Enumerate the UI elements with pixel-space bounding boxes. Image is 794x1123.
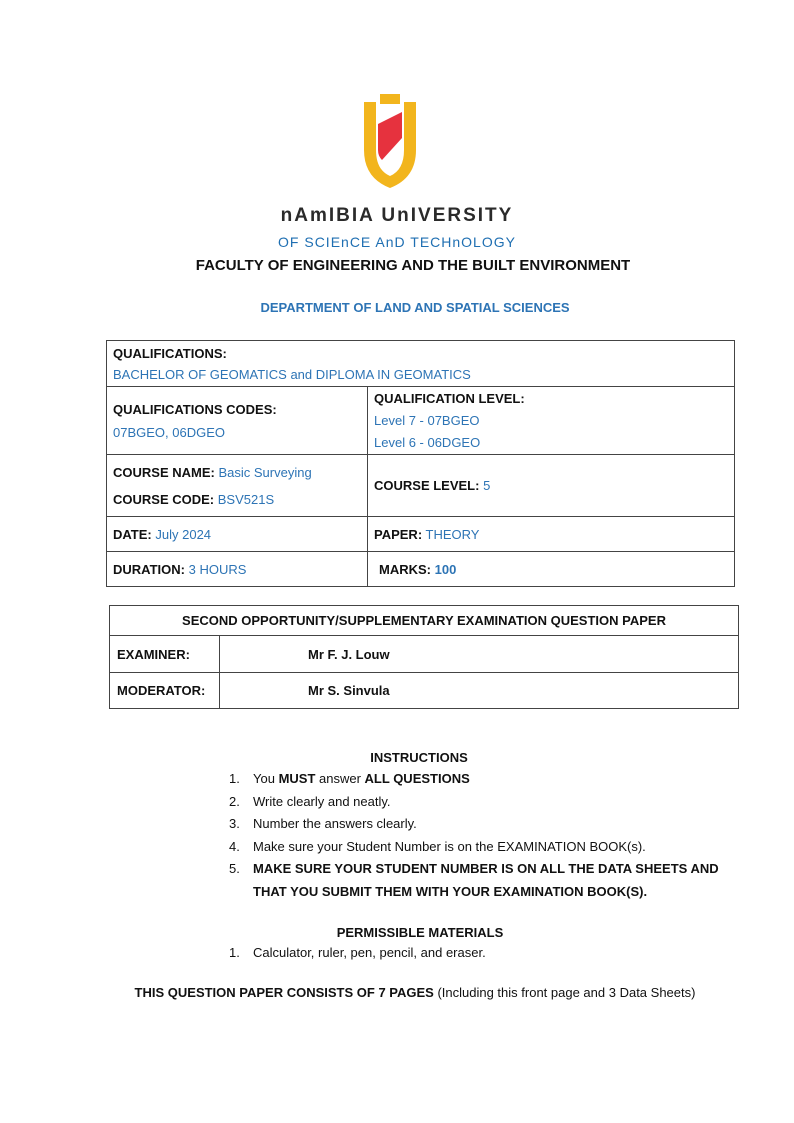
course-level-cell (368, 455, 735, 517)
marks-cell (368, 552, 735, 587)
item-text: Calculator, ruler, pen, pencil, and eraser. (253, 945, 486, 960)
faculty-name: FACULTY OF ENGINEERING AND THE BUILT ENVIRONMENT (195, 257, 631, 274)
item-text: Write clearly and neatly. (253, 793, 391, 809)
instructions-heading: INSTRUCTIONS (370, 750, 468, 765)
item-number: 3. (229, 816, 240, 831)
item-text: You MUST answer ALL QUESTIONS (253, 771, 470, 786)
item-text: MAKE SURE YOUR STUDENT NUMBER IS ON ALL THE DATA SHEETS AND THAT YOU SUBMIT THEM WITH YOUR EXAMINATION BOOK(S). (253, 861, 719, 899)
moderator-label: MODERATOR: (110, 673, 220, 709)
level-line: Level 6 - 06DGEO (374, 434, 481, 450)
marks-value: 100 (434, 561, 457, 577)
course-level-label: COURSE LEVEL: (374, 478, 480, 493)
list-item (229, 858, 749, 903)
date-cell (107, 517, 368, 552)
item-number: 1. (229, 945, 240, 960)
course-code-label: COURSE CODE: (113, 491, 215, 507)
university-subtitle: OF SCIEnCE AnD TECHnOLOGY (278, 234, 516, 250)
course-level-value: 5 (483, 478, 491, 493)
list-item (229, 942, 749, 965)
date-label: DATE: (113, 526, 152, 542)
examiner-value: Mr F. J. Louw (220, 636, 739, 673)
item-number: 4. (229, 838, 240, 854)
university-name: nAmIBIA UnIVERSITY (280, 205, 514, 226)
level-line: Level 7 - 07BGEO (374, 412, 480, 428)
course-info-table (106, 340, 735, 587)
course-code-value: BSV521S (217, 491, 275, 507)
materials-list (229, 942, 749, 965)
qualification-level-cell (368, 387, 735, 455)
item-text: Number the answers clearly. (253, 816, 417, 831)
university-logo (360, 94, 420, 190)
qualifications-value: BACHELOR OF GEOMATICS and DIPLOMA IN GEOMATICS (113, 366, 471, 382)
item-number: 2. (229, 793, 240, 809)
exam-table (109, 605, 739, 709)
materials-heading: PERMISSIBLE MATERIALS (336, 925, 504, 940)
duration-cell (107, 552, 368, 587)
department-name: DEPARTMENT OF LAND AND SPATIAL SCIENCES (260, 300, 570, 315)
paper-value: THEORY (425, 526, 480, 542)
date-value: July 2024 (155, 526, 212, 542)
course-name-cell (107, 455, 368, 517)
item-number: 1. (229, 771, 240, 786)
level-label: QUALIFICATION LEVEL: (374, 390, 525, 406)
qualifications-label: QUALIFICATIONS: (113, 345, 227, 361)
course-name-label: COURSE NAME: (113, 464, 215, 480)
moderator-value: Mr S. Sinvula (220, 673, 739, 709)
examiner-label: EXAMINER: (110, 636, 220, 673)
list-item (229, 836, 749, 859)
list-item (229, 813, 749, 836)
instructions-list (229, 768, 749, 903)
course-name-value: Basic Surveying (218, 464, 312, 480)
page-count-note (0, 985, 794, 1000)
qualification-codes-cell (107, 387, 368, 455)
qualifications-cell (107, 341, 735, 387)
paper-cell (368, 517, 735, 552)
duration-value: 3 HOURS (188, 561, 247, 577)
codes-value: 07BGEO, 06DGEO (113, 424, 225, 440)
list-item (229, 768, 749, 791)
paper-label: PAPER: (374, 526, 423, 542)
page-count-detail: (Including this front page and 3 Data Sheets) (433, 985, 696, 1000)
codes-label: QUALIFICATIONS CODES: (113, 401, 277, 417)
page-count-bold: THIS QUESTION PAPER CONSISTS OF 7 PAGES (134, 985, 434, 1000)
list-item (229, 791, 749, 814)
marks-label: MARKS: (379, 561, 431, 577)
exam-title: SECOND OPPORTUNITY/SUPPLEMENTARY EXAMINATION QUESTION PAPER (110, 606, 739, 636)
item-number: 5. (229, 861, 240, 876)
item-text: Make sure your Student Number is on the EXAMINATION BOOK(s). (253, 838, 646, 854)
duration-label: DURATION: (113, 561, 185, 577)
